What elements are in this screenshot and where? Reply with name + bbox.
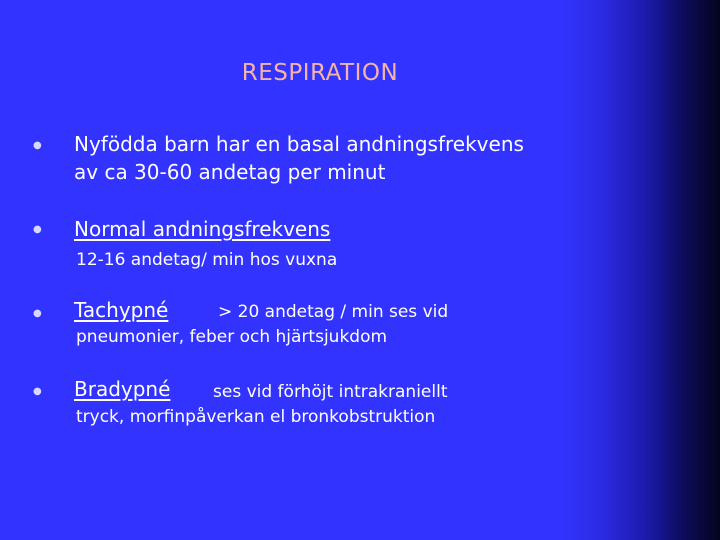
item-1-line-1: Nyfödda barn har en basal andningsfrekvens (74, 132, 524, 156)
bullet-icon (33, 225, 43, 235)
item-1-line-2: av ca 30-60 andetag per minut (74, 160, 386, 184)
bullet-icon (33, 309, 43, 319)
bullet-icon (33, 387, 43, 397)
item-4-heading: Bradypné (74, 377, 171, 401)
item-3-detail-line-2: pneumonier, feber och hjärtsjukdom (76, 327, 388, 347)
item-4-detail-inline: ses vid förhöjt intrakraniellt (213, 382, 448, 402)
item-3-detail-inline: > 20 andetag / min ses vid (218, 302, 449, 322)
item-2-detail: 12-16 andetag/ min hos vuxna (76, 250, 338, 270)
item-2-heading: Normal andningsfrekvens (74, 217, 331, 241)
bullet-icon (33, 141, 43, 151)
item-3-heading: Tachypné (74, 298, 169, 322)
slide-title: RESPIRATION (241, 60, 399, 86)
item-4-detail-line-2: tryck, morfinpåverkan el bronkobstruktion (76, 407, 436, 427)
